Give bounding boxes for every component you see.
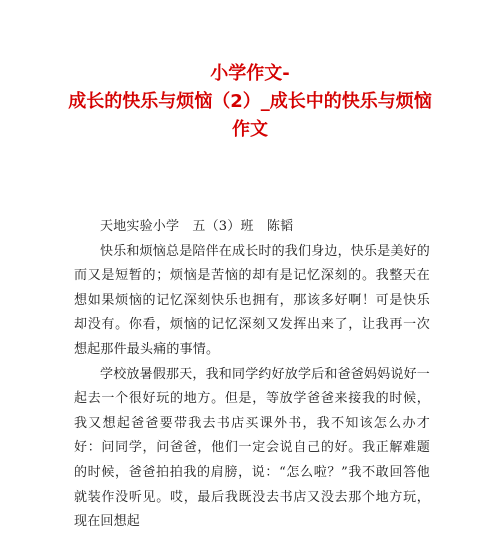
title-line-3: 作文 (232, 119, 268, 140)
author-line: 天地实验小学 五（3）班 陈韬 (100, 219, 294, 234)
document-body (74, 215, 430, 535)
title-line-2: 成长的快乐与烦恼（2）_成长中的快乐与烦恼 (68, 91, 432, 112)
paragraph-1: 快乐和烦恼总是陪伴在成长时的我们身边，快乐是美好的而又是短暂的；烦恼是苦恼的却有是记忆深刻的。我整天在想如果烦恼的记忆深刻快乐也拥有，那该多好啊！可是快乐却没有。你看，烦恼的记忆深刻又发挥出来了，让我再一次想起那件最头痛的事情。 (74, 243, 431, 357)
paragraph-2: 学校放暑假那天，我和同学约好放学后和爸爸妈妈说好一起去一个很好玩的地方。但是，等放学爸爸来接我的时候，我又想起爸爸要带我去书店买课外书，我不知该怎么办才好：问同学，问爸爸，他们一定会说自己的好。我正解难题的时候，爸爸拍拍我的肩膀，说：“怎么啦？”我不敢回答他就装作没听见。哎，最后我既没去书店又没去那个地方玩，现在回想起 (74, 366, 431, 530)
title-line-1: 小学作文- (210, 63, 290, 84)
document-title (0, 60, 500, 144)
